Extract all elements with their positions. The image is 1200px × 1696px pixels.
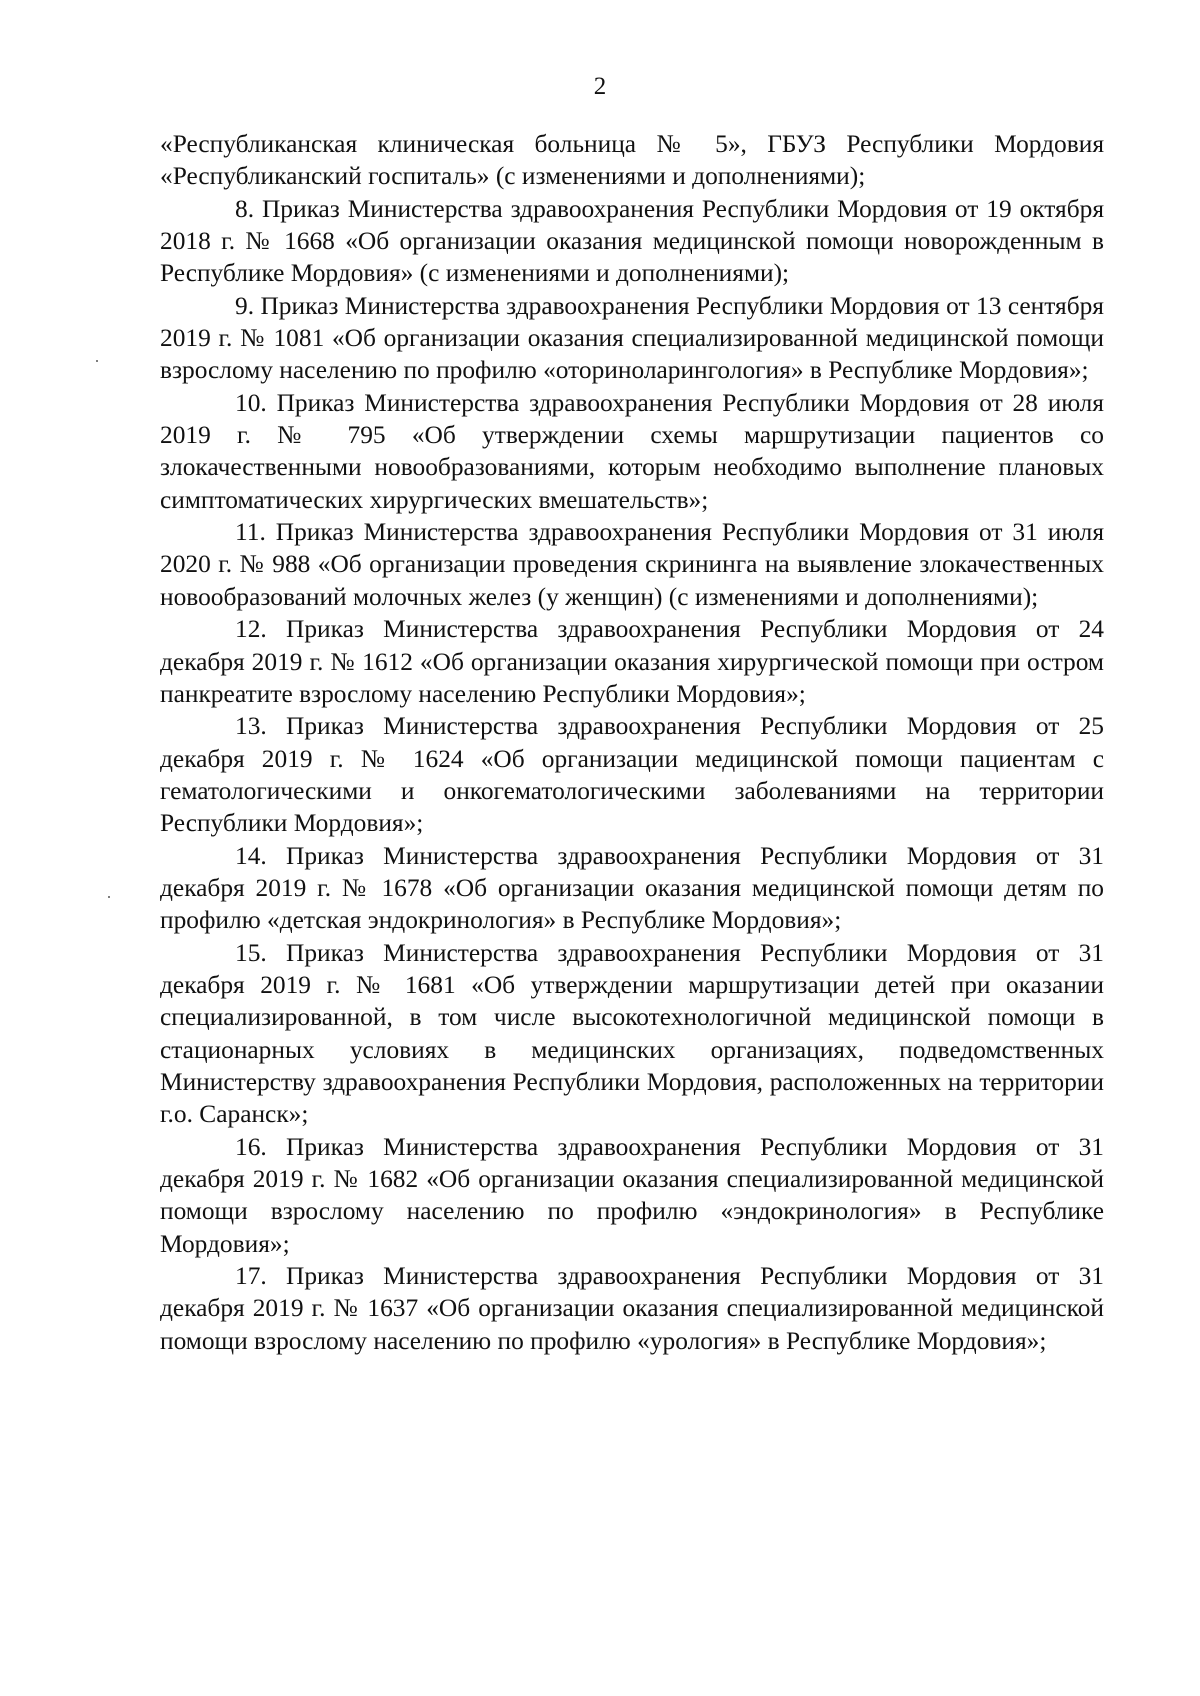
paragraph-item-13: 13. Приказ Министерства здравоохранения Республики Мордовия от 25 декабря 2019 г. № 1624 «Об организации медицинской помощи пациентам с гематологическими и онкогематологическими заболеваниями на территории Республики Мордовия»;	[160, 712, 1104, 838]
paragraph-item-17: 17. Приказ Министерства здравоохранения Республики Мордовия от 31 декабря 2019 г. № 1637 «Об организации оказания специализированной медицинской помощи взрослому населению по профилю «урология» в Республике Мордовия»;	[160, 1262, 1104, 1355]
document-body	[160, 128, 1104, 1357]
paragraph-continuation: «Республиканская клиническая больница № 5», ГБУЗ Республики Мордовия «Республиканский госпиталь» (с изменениями и дополнениями);	[160, 130, 1104, 191]
paragraph-item-10: 10. Приказ Министерства здравоохранения Республики Мордовия от 28 июля 2019 г. № 795 «Об утверждении схемы маршрутизации пациентов со злокачественными новообразованиями, которым необходимо выполнение плановых симптоматических хирургических вмешательств»;	[160, 388, 1104, 514]
paragraph-item-15: 15. Приказ Министерства здравоохранения Республики Мордовия от 31 декабря 2019 г. № 1681 «Об утверждении маршрутизации детей при оказании специализированной, в том числе высокотехнологичной медицинской помощи в стационарных условиях в медицинских организациях, подведомственных Министерству здравоохранения Республики Мордовия, расположенных на территории г.о. Саранск»;	[160, 938, 1104, 1129]
paragraph-item-12: 12. Приказ Министерства здравоохранения Республики Мордовия от 24 декабря 2019 г. № 1612 «Об организации оказания хирургической помощи при остром панкреатите взрослому населению Республики Мордовия»;	[160, 615, 1104, 708]
paragraph-item-11: 11. Приказ Министерства здравоохранения Республики Мордовия от 31 июля 2020 г. № 988 «Об организации проведения скрининга на выявление злокачественных новообразований молочных желез (у женщин) (с изменениями и дополнениями);	[160, 518, 1104, 611]
paragraph-item-8: 8. Приказ Министерства здравоохранения Республики Мордовия от 19 октября 2018 г. № 1668 «Об организации оказания медицинской помощи новорожденным в Республике Мордовия» (с изменениями и дополнениями);	[160, 194, 1104, 288]
scan-artifact	[96, 360, 98, 362]
paragraph-item-14: 14. Приказ Министерства здравоохранения Республики Мордовия от 31 декабря 2019 г. № 1678 «Об организации оказания медицинской помощи детям по профилю «детская эндокринология» в Республике Мордовия»;	[160, 841, 1104, 935]
paragraph-item-9: 9. Приказ Министерства здравоохранения Республики Мордовия от 13 сентября 2019 г. № 1081 «Об организации оказания специализированной медицинской помощи взрослому населению по профилю «оториноларингология» в Республике Мордовия»;	[160, 291, 1104, 385]
scan-artifact	[108, 896, 110, 898]
paragraph-item-16: 16. Приказ Министерства здравоохранения Республики Мордовия от 31 декабря 2019 г. № 1682 «Об организации оказания специализированной медицинской помощи взрослому населению по профилю «эндокринология» в Республике Мордовия»;	[160, 1132, 1104, 1258]
page-number: 2	[593, 73, 607, 100]
